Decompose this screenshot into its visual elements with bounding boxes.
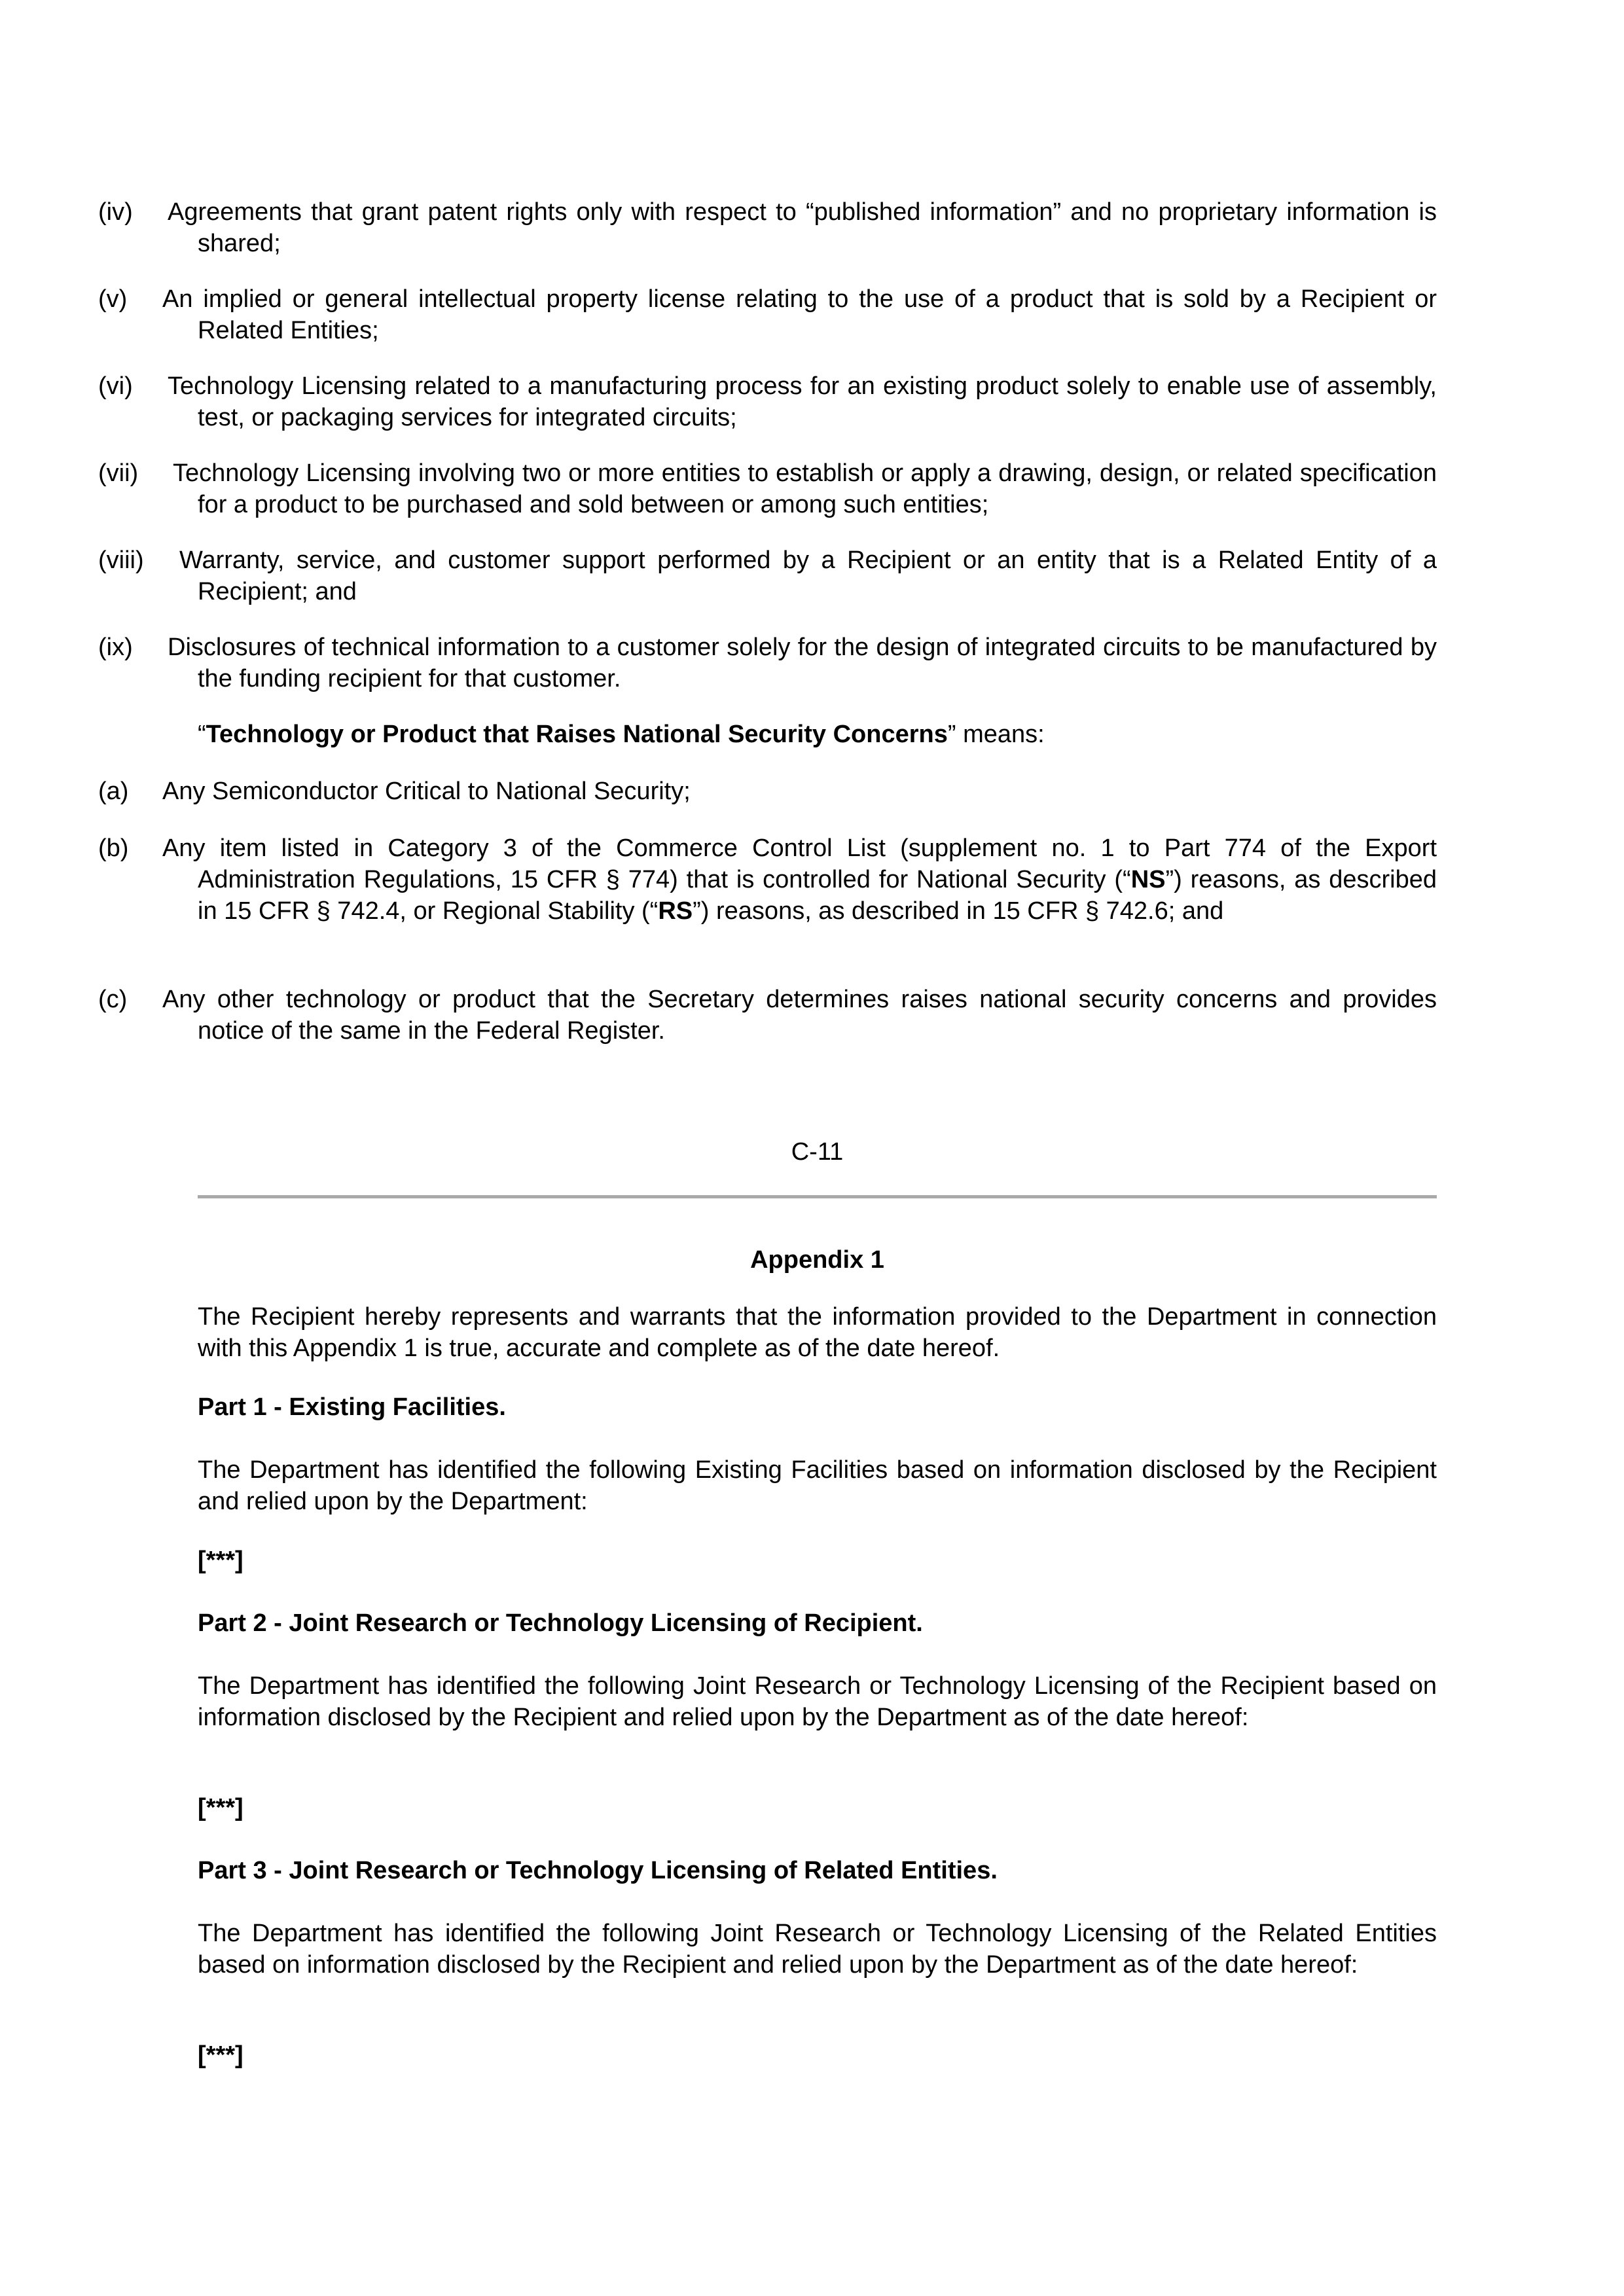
list-marker: (b) [98,834,129,862]
page-break-rule [198,1195,1437,1198]
part3-redacted: [***] [198,2041,244,2069]
part2-text: The Department has identified the following Joint Research or Technology Licensing of the Recipient based on information disclosed by the Recipient and relied upon by the Department as of the date hereof: [198,1672,1437,1731]
list-marker: (viii) [98,547,144,574]
list-marker: (iv) [98,198,133,226]
definition-open-quote: “ [198,721,206,748]
list-item-ix [98,632,1437,694]
list-item-viii [98,545,1437,607]
appendix-intro: The Recipient hereby represents and warrants that the information provided to the Department in connection with this Appendix 1 is true, accurate and complete as of the date hereof. [198,1303,1437,1362]
part1-redacted: [***] [198,1547,244,1574]
list-marker: (vii) [98,459,139,487]
list-text: Warranty, service, and customer support performed by a Recipient or an entity that is a Related Entity of a Recipient; and [179,547,1437,605]
list-marker: (ix) [98,634,133,661]
defined-term: Technology or Product that Raises National Security Concerns [206,721,948,748]
list-text: Technology Licensing involving two or more entities to establish or apply a drawing, design, or related specification for a product to be purchased and sold between or among such entities; [173,459,1437,518]
definition-close: ” means: [947,721,1045,748]
list-item-vii [98,457,1437,520]
def-b-text-2: ”) reasons, as described in 15 CFR § 742.4, or Regional Stability (“ [198,866,1437,925]
list-text: Any Semiconductor Critical to National Security; [162,778,691,805]
rs-abbrev: RS [658,897,693,925]
list-marker: (a) [98,778,129,805]
part1-text: The Department has identified the following Existing Facilities based on information disclosed by the Recipient and relied upon by the Department: [198,1456,1437,1515]
list-item-vi [98,370,1437,433]
def-item-b [98,833,1437,927]
list-marker: (v) [98,285,128,313]
part3-heading: Part 3 - Joint Research or Technology Licensing of Related Entities. [198,1857,998,1884]
list-text: An implied or general intellectual property license relating to the use of a product that is sold by a Recipient or Related Entities; [162,285,1437,344]
ns-abbrev: NS [1130,866,1166,893]
list-text: Any other technology or product that the Secretary determines raises national security concerns and provides notice of the same in the Federal Register. [162,986,1437,1045]
part3-text: The Department has identified the following Joint Research or Technology Licensing of the Related Entities based on information disclosed by the Recipient and relied upon by the Department as of the date hereof: [198,1920,1437,1979]
list-text: Technology Licensing related to a manufacturing process for an existing product solely to enable use of assembly, test, or packaging services for integrated circuits; [168,372,1437,431]
list-item-v [98,283,1437,346]
list-marker: (c) [98,986,128,1013]
page-number: C-11 [791,1138,844,1166]
list-marker: (vi) [98,372,133,400]
definition-heading [198,719,1437,750]
list-text: Disclosures of technical information to a customer solely for the design of integrated circuits to be manufactured by the funding recipient for that customer. [168,634,1437,692]
def-b-text-1: Any item listed in Category 3 of the Commerce Control List (supplement no. 1 to Part 774 of the Export Administration Regulations, 15 CFR § 774) that is controlled for National Security (“ [162,834,1437,893]
def-item-a [98,776,1437,807]
part2-redacted: [***] [198,1794,244,1821]
part1-heading: Part 1 - Existing Facilities. [198,1393,506,1421]
part2-heading: Part 2 - Joint Research or Technology Licensing of Recipient. [198,1609,923,1637]
list-text: Agreements that grant patent rights only with respect to “published information” and no proprietary information is shared; [168,198,1437,257]
def-item-c [98,984,1437,1047]
def-b-text-3: ”) reasons, as described in 15 CFR § 742.6; and [693,897,1224,925]
list-item-iv [98,196,1437,259]
list-text [98,833,1437,927]
appendix-title: Appendix 1 [750,1246,884,1274]
